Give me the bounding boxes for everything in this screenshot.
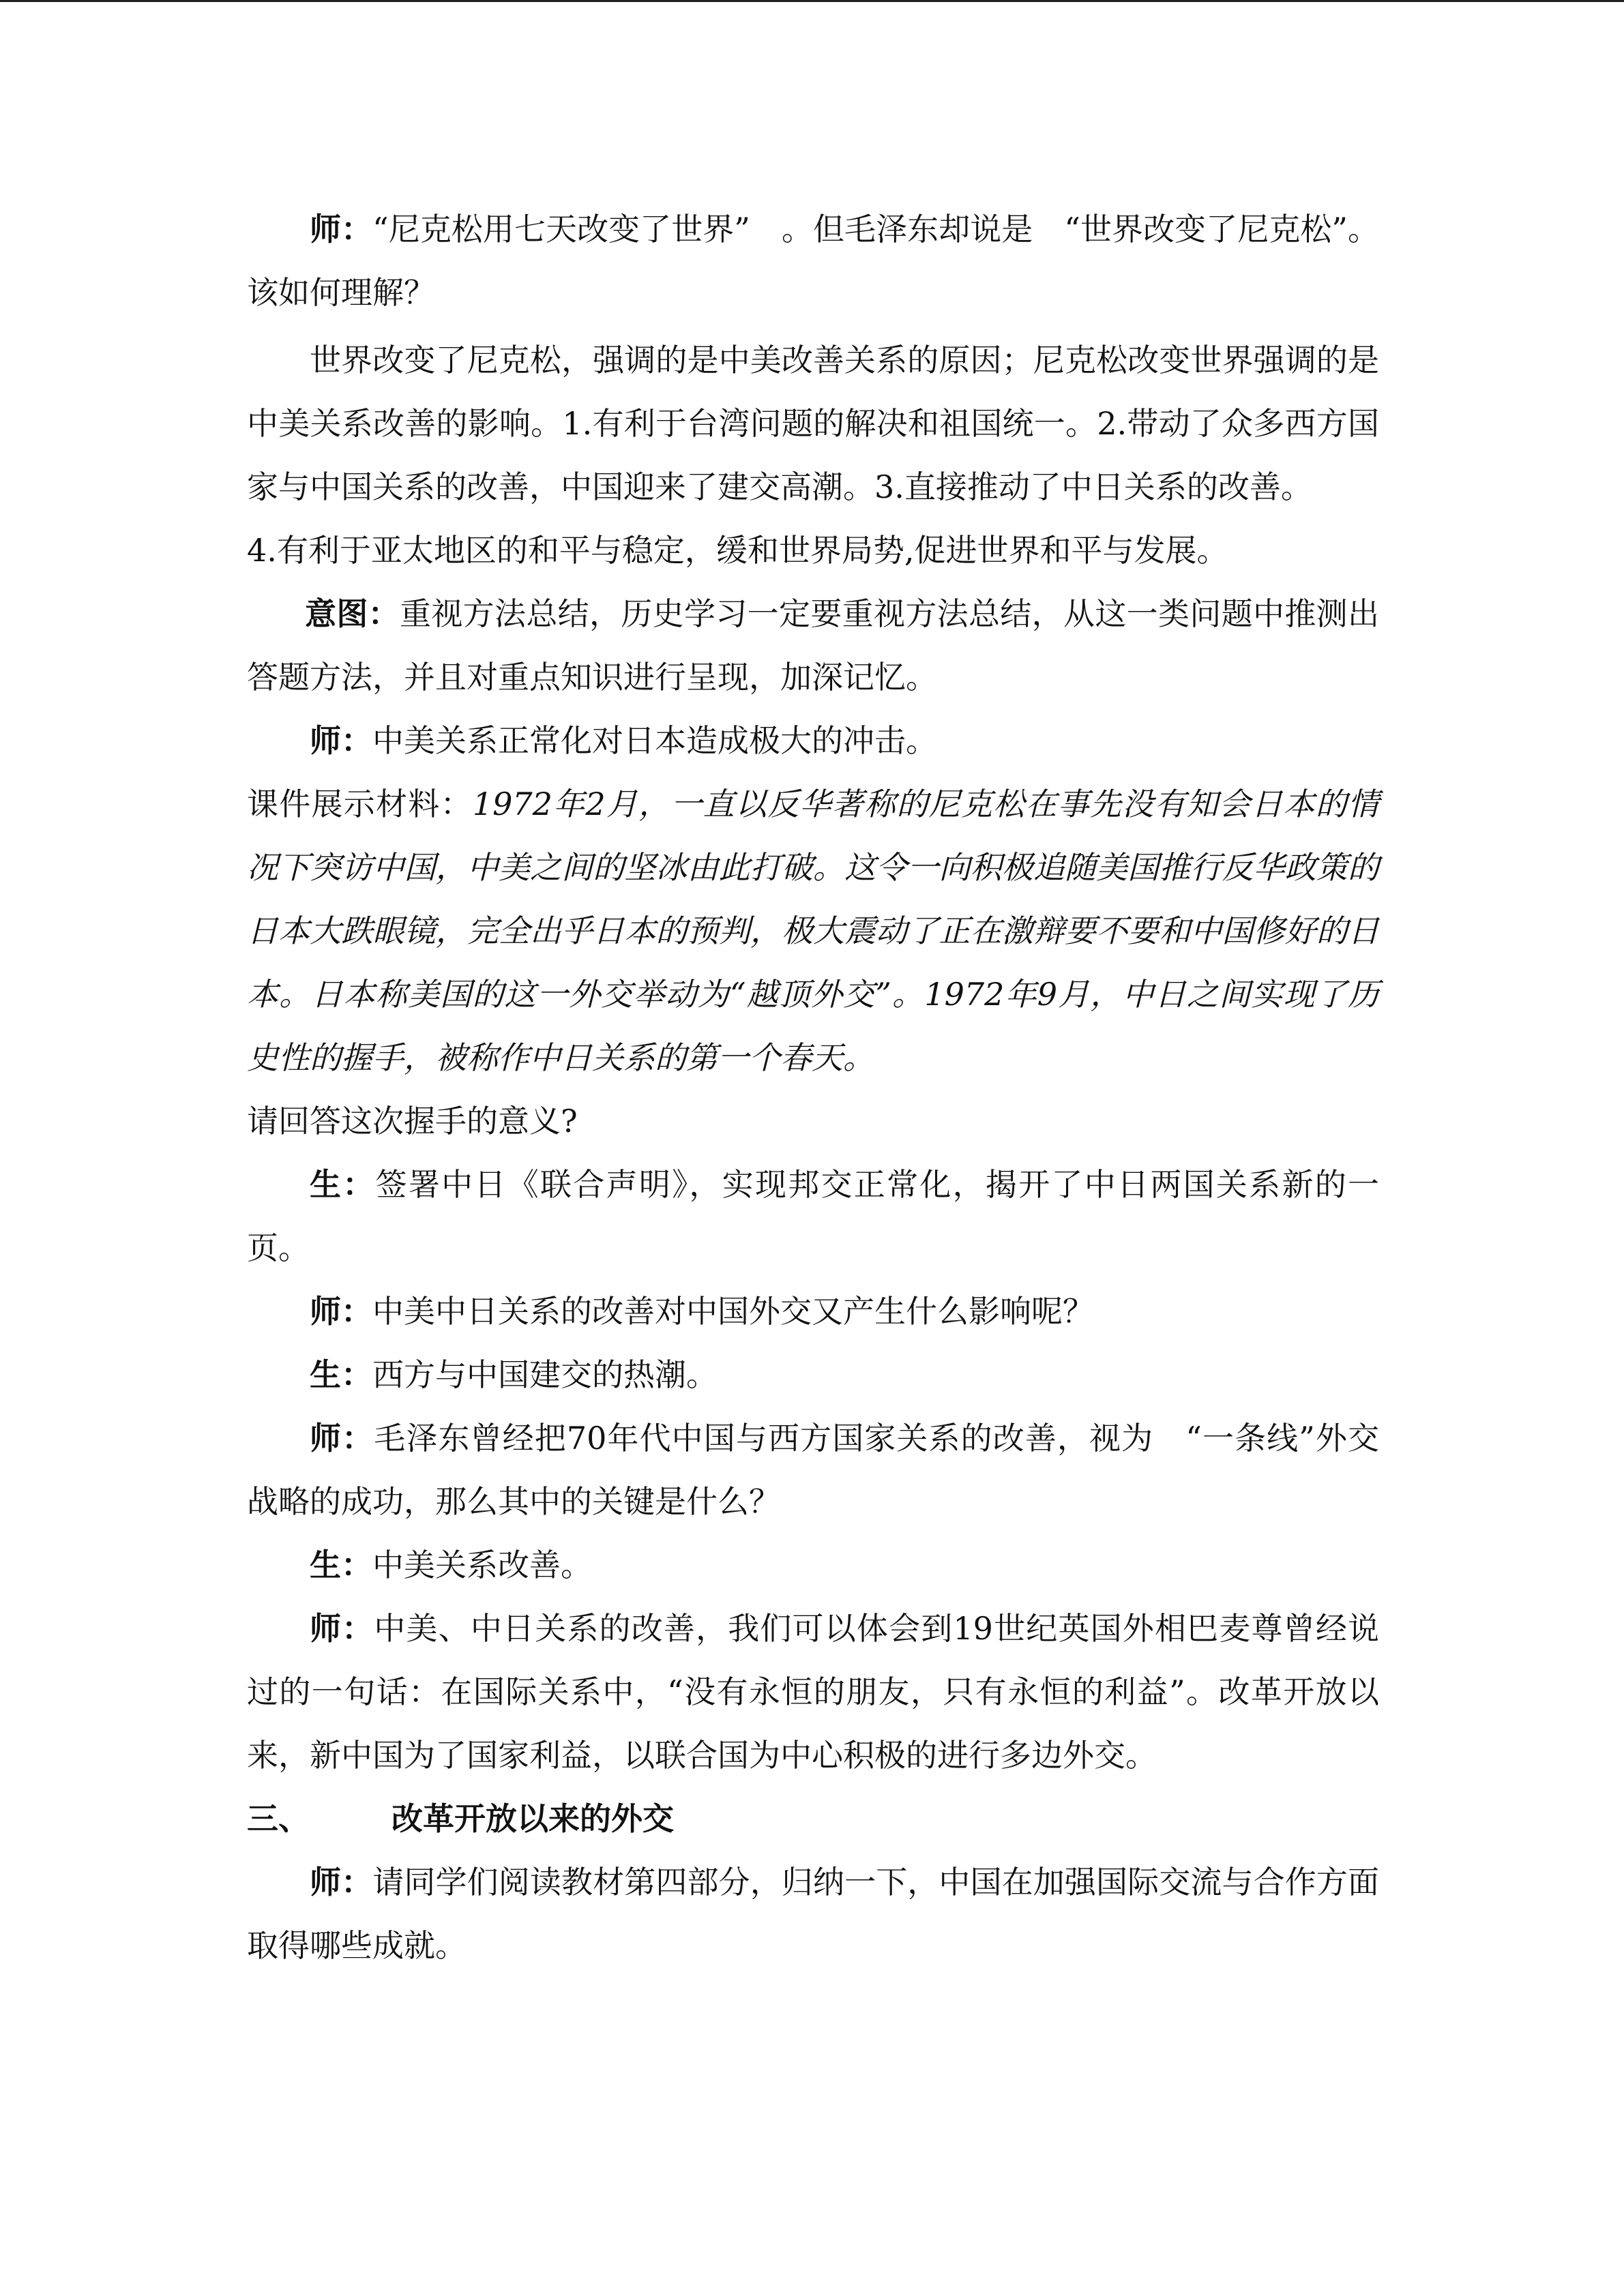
page-top-border (0, 0, 1624, 2)
paragraph-teacher-question (247, 1280, 1379, 1343)
paragraph-text: 签署中日《联合声明》，实现邦交正常化，揭开了中日两国关系新的一页。 (247, 1166, 1379, 1266)
paragraph-text: 中美、中日关系的改善，我们可以体会到19世纪英国外相巴麦尊曾经说过的一句话：在国际关系中，“没有永恒的朋友，只有永恒的利益”。改革开放以来，新中国为了国家利益，以联合国为中心积极的进行多边外交。 (247, 1610, 1379, 1774)
paragraph-teacher-statement (247, 709, 1379, 773)
paragraph-answer (247, 329, 1379, 519)
paragraph-student-answer (247, 1343, 1379, 1407)
paragraph-teacher-question (247, 198, 1379, 325)
paragraph-teacher-question (247, 1851, 1379, 1978)
section-title: 改革开放以来的外交 (392, 1800, 674, 1837)
paragraph-text: 中美关系改善。 (372, 1547, 592, 1583)
speaker-label: 生： (310, 1356, 372, 1393)
paragraph-text: 重视方法总结，历史学习一定要重视方法总结，从这一类问题中推测出答题方法，并且对重点知识进行呈现，加深记忆。 (247, 595, 1379, 696)
speaker-label: 师： (310, 722, 372, 759)
paragraph-text: 世界改变了尼克松，强调的是中美改善关系的原因；尼克松改变世界强调的是中美关系改善的影响。1.有利于台湾问题的解决和祖国统一。2.带动了众多西方国家与中国关系的改善，中国迎来了建交高潮。3.直接推动了中日关系的改善。 (247, 342, 1379, 505)
paragraph-answer-point-4 (247, 519, 1379, 582)
paragraph-text: 4.有利于亚太地区的和平与稳定，缓和世界局势,促进世界和平与发展。 (247, 532, 1228, 569)
section-number: 三、 (247, 1800, 310, 1837)
material-label: 课件展示材料： (247, 786, 473, 822)
paragraph-text: “尼克松用七天改变了世界” 。但毛泽东却说是 “世界改变了尼克松”。该如何理解？ (247, 211, 1380, 311)
intent-label: 意图： (305, 595, 400, 632)
section-heading (247, 1787, 1379, 1851)
paragraph-text: 中美关系正常化对日本造成极大的冲击。 (372, 722, 937, 759)
speaker-label: 师： (310, 1864, 373, 1900)
speaker-label: 师： (310, 211, 373, 248)
paragraph-question (247, 1090, 1379, 1153)
paragraph-teacher-statement (247, 1597, 1379, 1787)
paragraph-text: 毛泽东曾经把70年代中国与西方国家关系的改善，视为 “一条线”外交战略的成功，那么其中的关键是什么？ (247, 1420, 1379, 1520)
paragraph-teacher-question (247, 1407, 1379, 1534)
material-text: 1972年2月，一直以反华著称的尼克松在事先没有知会日本的情况下突访中国，中美之间的坚冰由此打破。这令一向积极追随美国推行反华政策的日本大跌眼镜，完全出乎日本的预判，极大震动了正在激辩要不要和中国修好的日本。日本称美国的这一外交举动为“越顶外交”。1972年9月，中日之间实现了历史性的握手，被称作中日关系的第一个春天。 (247, 786, 1379, 1076)
speaker-label: 生： (310, 1547, 372, 1583)
paragraph-student-answer (247, 1153, 1379, 1280)
paragraph-text: 西方与中国建交的热潮。 (372, 1356, 718, 1393)
paragraph-text: 中美中日关系的改善对中国外交又产生什么影响呢？ (372, 1293, 1094, 1330)
paragraph-text: 请同学们阅读教材第四部分，归纳一下，中国在加强国际交流与合作方面取得哪些成就。 (247, 1864, 1380, 1964)
document-page (247, 198, 1379, 1978)
paragraph-intent (247, 582, 1379, 709)
paragraph-student-answer (247, 1534, 1379, 1597)
paragraph-text: 请回答这次握手的意义? (247, 1103, 578, 1139)
speaker-label: 师： (310, 1293, 372, 1330)
speaker-label: 师： (310, 1610, 374, 1647)
speaker-label: 师： (310, 1420, 374, 1457)
paragraph-courseware-material (247, 773, 1379, 1090)
speaker-label: 生： (310, 1166, 376, 1203)
